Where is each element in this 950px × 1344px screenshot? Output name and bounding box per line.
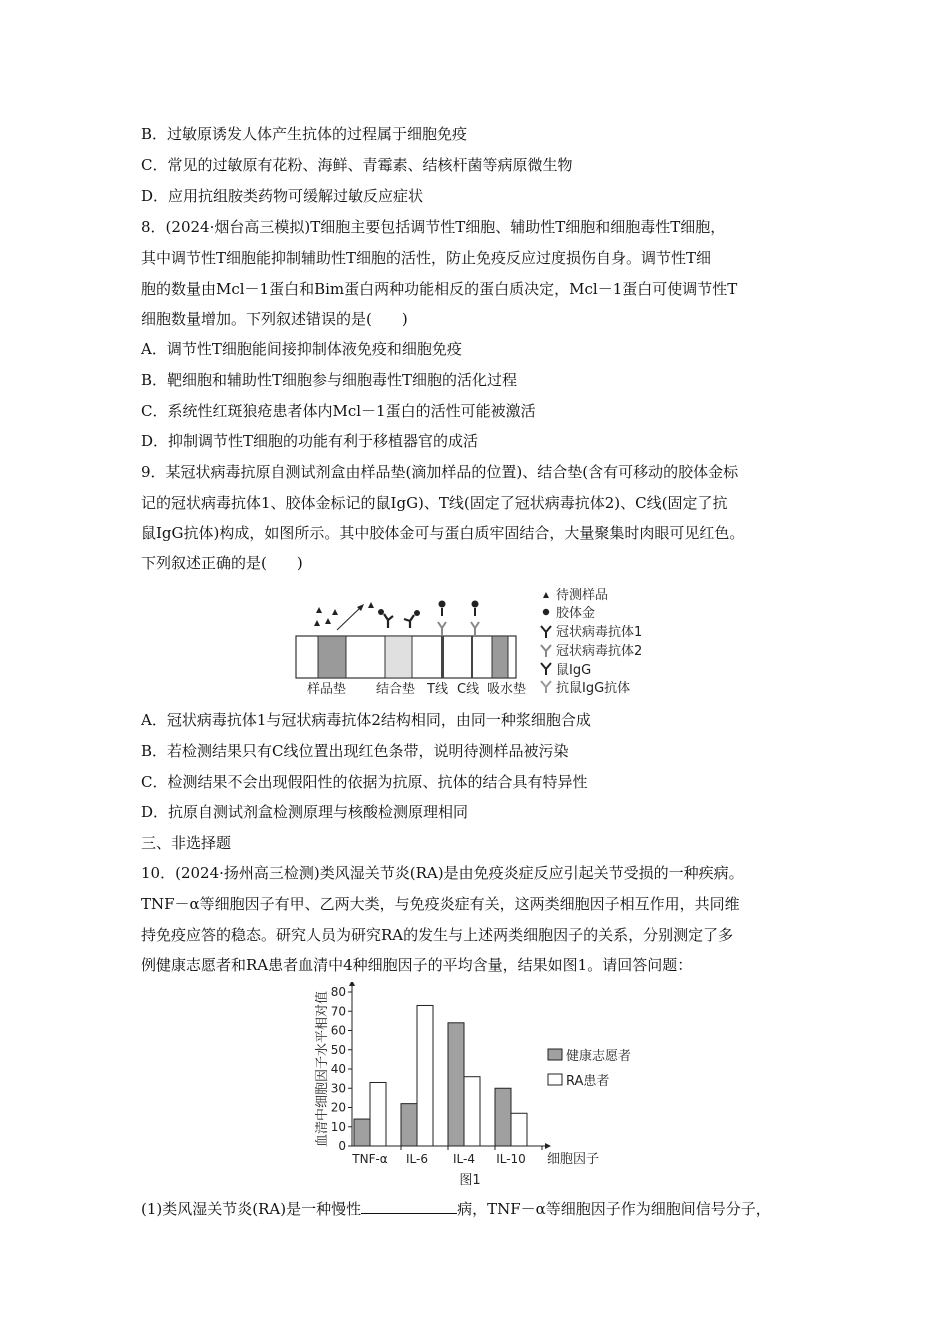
q9-stem-line: 9．某冠状病毒抗原自测试剂盒由样品垫(滴加样品的位置)、结合垫(含有可移动的胶体金标 — [141, 463, 739, 481]
label-c-line: C线 — [457, 682, 480, 697]
sample-pad — [318, 636, 346, 678]
x-axis-label: 细胞因子 — [547, 1152, 600, 1167]
q8-stem-line: 8．(2024·烟台高三模拟)T细胞主要包括调节性T细胞、辅助性T细胞和细胞毒性T细胞， — [141, 218, 726, 236]
t-line — [441, 636, 444, 678]
q9-stem-line: 鼠IgG抗体)构成，如图所示。其中胶体金可与蛋白质牢固结合，大量聚集时肉眼可见红色。 — [141, 524, 745, 542]
label-absorbent-pad: 吸水垫 — [487, 682, 527, 697]
cytokine-bar-chart — [300, 982, 660, 1190]
x-tick-label: IL-10 — [496, 1152, 526, 1166]
sample-triangle — [368, 602, 374, 608]
q9-option-d: D．抗原自测试剂盒检测原理与核酸检测原理相同 — [141, 803, 469, 821]
q8-stem-line: 胞的数量由Mcl－1蛋白和Bim蛋白两种功能相反的蛋白质决定，Mcl－1蛋白可使调节性T — [141, 280, 738, 298]
bar — [370, 1082, 386, 1146]
flow-arrow — [337, 606, 362, 630]
q10-stem-line: 10．(2024·扬州高三检测)类风湿关节炎(RA)是由免疫炎症反应引起关节受损的一种疾病。 — [141, 864, 744, 882]
legend-anti-igg-icon — [541, 681, 551, 693]
legend-mouse-igg-icon — [541, 663, 551, 675]
answer-blank[interactable] — [361, 1199, 457, 1214]
label-sample-pad: 样品垫 — [307, 682, 347, 697]
q9-option-b: B．若检测结果只有C线位置出现红色条带，说明待测样品被污染 — [141, 742, 569, 760]
t-line-antibody-2 — [438, 601, 446, 637]
q7-option-d: D．应用抗组胺类药物可缓解过敏反应症状 — [141, 187, 424, 205]
legend-gold-icon — [543, 609, 549, 615]
y-tick-label: 30 — [330, 1081, 346, 1096]
q10-sub1-after: 病，TNF－α等细胞因子作为细胞间信号分子， — [457, 1200, 771, 1218]
q8-option-a: A．调节性T细胞能间接抑制体液免疫和细胞免疫 — [141, 340, 462, 358]
x-tick-label: IL-4 — [453, 1152, 475, 1166]
y-tick-label: 70 — [330, 1004, 346, 1019]
label-conjugate-pad: 结合垫 — [376, 682, 416, 697]
x-axis-arrow — [545, 1143, 551, 1149]
legend-anti-igg: 抗鼠IgG抗体 — [556, 681, 631, 696]
q10-sub1-before: (1)类风湿关节炎(RA)是一种慢性 — [141, 1200, 362, 1218]
gold-mouse-igg — [404, 610, 420, 628]
legend-antibody-1: 冠状病毒抗体1 — [556, 625, 643, 640]
legend-label: 健康志愿者 — [566, 1049, 632, 1064]
sample-triangle — [314, 620, 320, 626]
bar — [354, 1119, 370, 1146]
section-heading: 三、非选择题 — [141, 834, 232, 852]
label-t-line: T线 — [427, 682, 448, 697]
y-tick-label: 60 — [330, 1023, 346, 1038]
test-strip-figure — [290, 584, 650, 700]
q10-sub1 — [141, 1199, 771, 1219]
sample-triangle — [316, 607, 322, 613]
q10-stem-line: 例健康志愿者和RA患者血清中4种细胞因子的平均含量，结果如图1。请回答问题： — [141, 956, 693, 974]
q7-option-c: C．常见的过敏原有花粉、海鲜、青霉素、结核杆菌等病原微生物 — [141, 156, 573, 174]
bar — [401, 1104, 417, 1146]
q10-stem-line: TNF－α等细胞因子有甲、乙两大类，与免疫炎症有关，这两类细胞因子相互作用，共同维 — [141, 895, 740, 913]
y-tick-label: 40 — [330, 1062, 346, 1076]
legend-antibody2-icon — [541, 645, 551, 657]
y-tick-label: 80 — [330, 985, 346, 999]
q8-option-d: D．抑制调节性T细胞的功能有利于移植器官的成活 — [141, 432, 479, 450]
bar — [511, 1113, 527, 1146]
bar — [417, 1005, 433, 1146]
sample-triangle — [332, 609, 338, 615]
q10-stem-line: 持免疫应答的稳态。研究人员为研究RA的发生与上述两类细胞因子的关系，分别测定了多 — [141, 926, 734, 944]
gold-antibody-1 — [378, 609, 393, 628]
absorbent-pad — [492, 636, 508, 678]
legend-gold: 胶体金 — [556, 606, 596, 621]
y-tick-label: 10 — [330, 1119, 346, 1134]
legend-swatch — [548, 1074, 562, 1085]
x-tick-label: IL-6 — [406, 1152, 428, 1166]
y-axis-label: 血清中细胞因子水平相对值 — [315, 990, 330, 1148]
y-axis-arrow — [349, 982, 355, 986]
q9-option-c: C．检测结果不会出现假阳性的依据为抗原、抗体的结合具有特异性 — [141, 773, 588, 791]
c-line — [471, 636, 473, 678]
bar — [464, 1077, 480, 1146]
sample-triangle — [325, 618, 331, 624]
legend-label: RA患者 — [566, 1074, 610, 1089]
bar — [495, 1088, 511, 1146]
q9-option-a: A．冠状病毒抗体1与冠状病毒抗体2结构相同，由同一种浆细胞合成 — [141, 711, 591, 729]
c-line-antibody — [471, 601, 479, 637]
legend-swatch — [548, 1049, 562, 1060]
q8-stem-line: 细胞数量增加。下列叙述错误的是( ) — [141, 310, 408, 328]
y-tick-label: 20 — [330, 1100, 346, 1115]
q8-stem-line: 其中调节性T细胞能抑制辅助性T细胞的活性，防止免疫反应过度损伤自身。调节性T细 — [141, 249, 712, 267]
legend-sample: 待测样品 — [556, 588, 609, 603]
q8-option-c: C．系统性红斑狼疮患者体内Mcl－1蛋白的活性可能被激活 — [141, 402, 536, 420]
q9-stem-line: 记的冠状病毒抗体1、胶体金标记的鼠IgG)、T线(固定了冠状病毒抗体2)、C线(固定了抗 — [141, 494, 728, 512]
figure-caption: 图1 — [459, 1173, 481, 1188]
q7-option-b: B．过敏原诱发人体产生抗体的过程属于细胞免疫 — [141, 125, 468, 143]
y-tick-label: 50 — [330, 1042, 346, 1057]
conjugate-pad — [385, 636, 412, 678]
legend-antibody-2: 冠状病毒抗体2 — [556, 644, 643, 659]
q8-option-b: B．靶细胞和辅助性T细胞参与细胞毒性T细胞的活化过程 — [141, 371, 518, 389]
legend-triangle-icon — [543, 592, 549, 598]
legend-antibody1-icon — [541, 626, 551, 638]
bar — [448, 1023, 464, 1146]
y-tick-label: 0 — [338, 1139, 346, 1153]
legend-mouse-igg: 鼠IgG — [556, 663, 592, 678]
q9-stem-line: 下列叙述正确的是( ) — [141, 554, 303, 572]
x-tick-label: TNF-α — [352, 1152, 388, 1166]
